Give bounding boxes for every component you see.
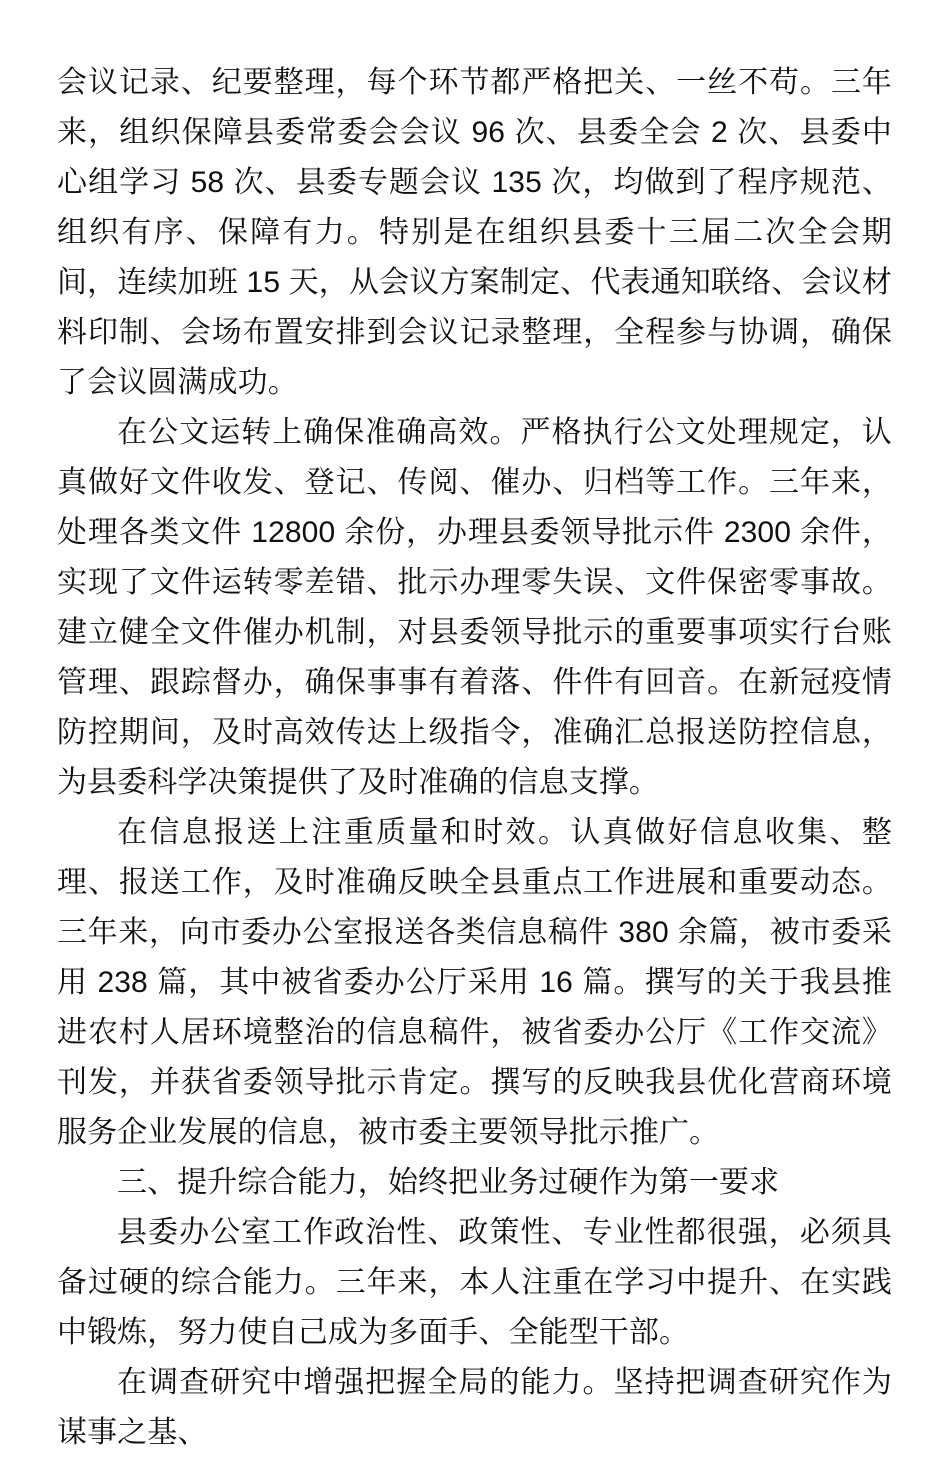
- paragraph-meeting-service-continued: 会议记录、纪要整理，每个环节都严格把关、一丝不苟。三年来，组织保障县委常委会会议 96 次、县委全会 2 次、县委中心组学习 58 次、县委专题会议 135 次，均做到了程序规范、组织有序、保障有力。特别是在组织县委十三届二次全会期间，连续加班 15 天，从会议方案制定、代表通知联络、会议材料印制、会场布置安排到会议记录整理，全程参与协调，确保了会议圆满成功。: [57, 66, 892, 399]
- heading-section-three: 三、提升综合能力，始终把业务过硬作为第一要求: [117, 1166, 780, 1199]
- document-text-body: [57, 58, 892, 1458]
- paragraph-research-ability: 在调查研究中增强把握全局的能力。坚持把调查研究作为谋事之基、: [57, 1366, 892, 1449]
- paragraph-comprehensive-ability: 县委办公室工作政治性、政策性、专业性都很强，必须具备过硬的综合能力。三年来，本人注重在学习中提升、在实践中锻炼，努力使自己成为多面手、全能型干部。: [57, 1216, 892, 1349]
- paragraph-information-submission: 在信息报送上注重质量和时效。认真做好信息收集、整理、报送工作，及时准确反映全县重点工作进展和重要动态。三年来，向市委办公室报送各类信息稿件 380 余篇，被市委采用 238 篇，其中被省委办公厅采用 16 篇。撰写的关于我县推进农村人居环境整治的信息稿件，被省委办公厅《工作交流》刊发，并获省委领导批示肯定。撰写的反映我县优化营商环境服务企业发展的信息，被市委主要领导批示推广。: [57, 816, 892, 1149]
- paragraph-document-circulation: 在公文运转上确保准确高效。严格执行公文处理规定，认真做好文件收发、登记、传阅、催办、归档等工作。三年来，处理各类文件 12800 余份，办理县委领导批示件 2300 余件，实现了文件运转零差错、批示办理零失误、文件保密零事故。建立健全文件催办机制，对县委领导批示的重要事项实行台账管理、跟踪督办，确保事事有着落、件件有回音。在新冠疫情防控期间，及时高效传达上级指令，准确汇总报送防控信息，为县委科学决策提供了及时准确的信息支撑。: [57, 416, 892, 799]
